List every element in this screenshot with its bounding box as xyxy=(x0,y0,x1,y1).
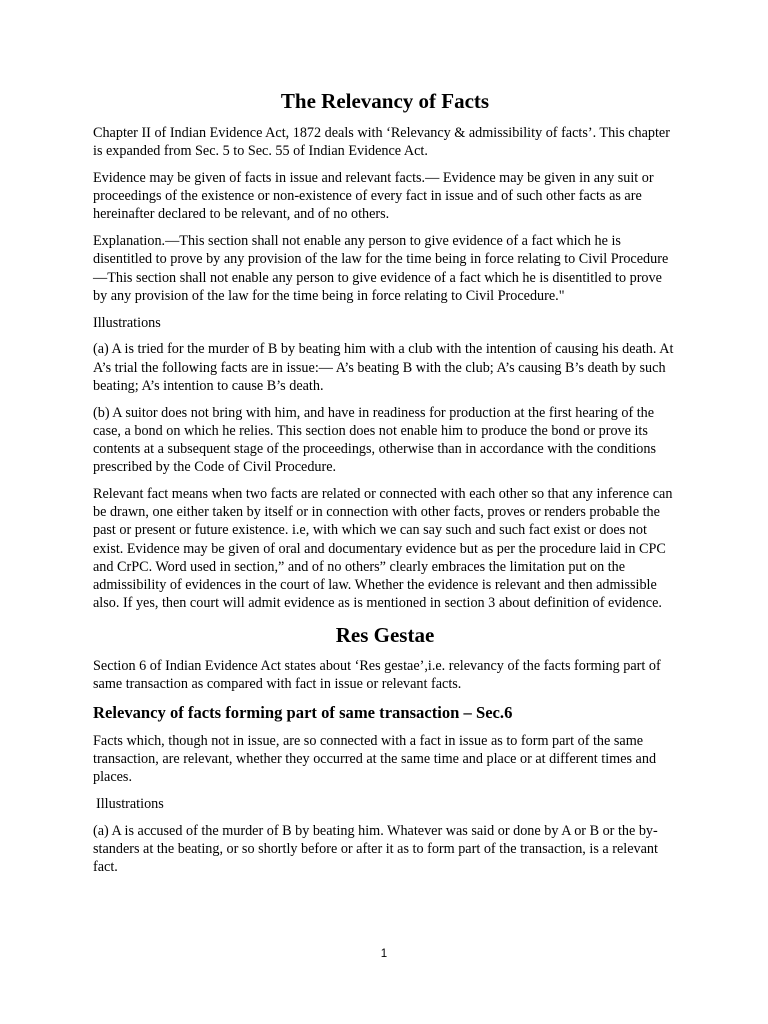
subheading-sec-6: Relevancy of facts forming part of same transaction – Sec.6 xyxy=(93,703,513,723)
paragraph-illustration-a: (a) A is tried for the murder of B by beating him with a club with the intention of causing his death. At A’s trial the following facts are in issue:— A’s beating B with the club; A’s causing B’s death by such beating; A’s intention to cause B’s death. xyxy=(93,341,674,394)
section-heading-res-gestae: Res Gestae xyxy=(335,623,435,648)
paragraph-chapter-intro: Chapter II of Indian Evidence Act, 1872 deals with ‘Relevancy & admissibility of facts’. This chapter is expanded from Sec. 5 to Sec. 55 of Indian Evidence Act. xyxy=(93,125,670,160)
paragraph-sec-6-text: Facts which, though not in issue, are so connected with a fact in issue as to form part of the same transaction, are relevant, whether they occurred at the same time and place or at different times and places. xyxy=(93,733,657,786)
paragraph-illustration-b: (b) A suitor does not bring with him, and have in readiness for production at the first hearing of the case, a bond on which he relies. This section does not enable him to produce the bond or prove its contents at a subsequent stage of the proceedings, otherwise than in accordance with the conditions prescribed by the Code of Civil Procedure. xyxy=(93,404,656,476)
paragraph-illustrations-label-2: Illustrations xyxy=(96,796,164,813)
page-number: 1 xyxy=(380,948,388,960)
page-title: The Relevancy of Facts xyxy=(280,89,490,113)
paragraph-sec-6-illustration-a: (a) A is accused of the murder of B by beating him. Whatever was said or done by A or B or the by-standers at the beating, or so shortly before or after it as to form part of the transaction, is a relevant fact. xyxy=(93,823,658,876)
document-body xyxy=(93,86,677,885)
paragraph-explanation: Explanation.—This section shall not enable any person to give evidence of a fact which he is disentitled to prove by any provision of the law for the time being in force relating to Civil Procedure —This section shall not enable any person to give evidence of a fact which he is disentitled to prove by any provision of the law for the time being in force relating to Civil Procedure." xyxy=(93,233,669,304)
paragraph-illustrations-label: Illustrations xyxy=(93,314,161,331)
paragraph-section-6-intro: Section 6 of Indian Evidence Act states about ‘Res gestae’,i.e. relevancy of the facts forming part of same transaction as compared with fact in issue or relevant facts. xyxy=(93,658,661,693)
paragraph-evidence-facts: Evidence may be given of facts in issue and relevant facts.— Evidence may be given in any suit or proceedings of the existence or non-existence of every fact in issue and of such other facts as are hereinafter declared to be relevant, and of no others. xyxy=(93,170,654,223)
paragraph-relevant-fact: Relevant fact means when two facts are related or connected with each other so that any inference can be drawn, one either taken by itself or in connection with other facts, proves or renders probable the past or present or future existence. i.e, with which we can say such and such fact exist or does not exist. Evidence may be given of oral and documentary evidence but as per the procedure laid in CPC and CrPC. Word used in section,” and of no others” clearly embraces the limitation put on the admissibility of evidences in the court of law. Whether the evidence is relevant and then admissible also. If yes, then court will admit evidence as is mentioned in section 3 about definition of evidence. xyxy=(93,486,673,612)
